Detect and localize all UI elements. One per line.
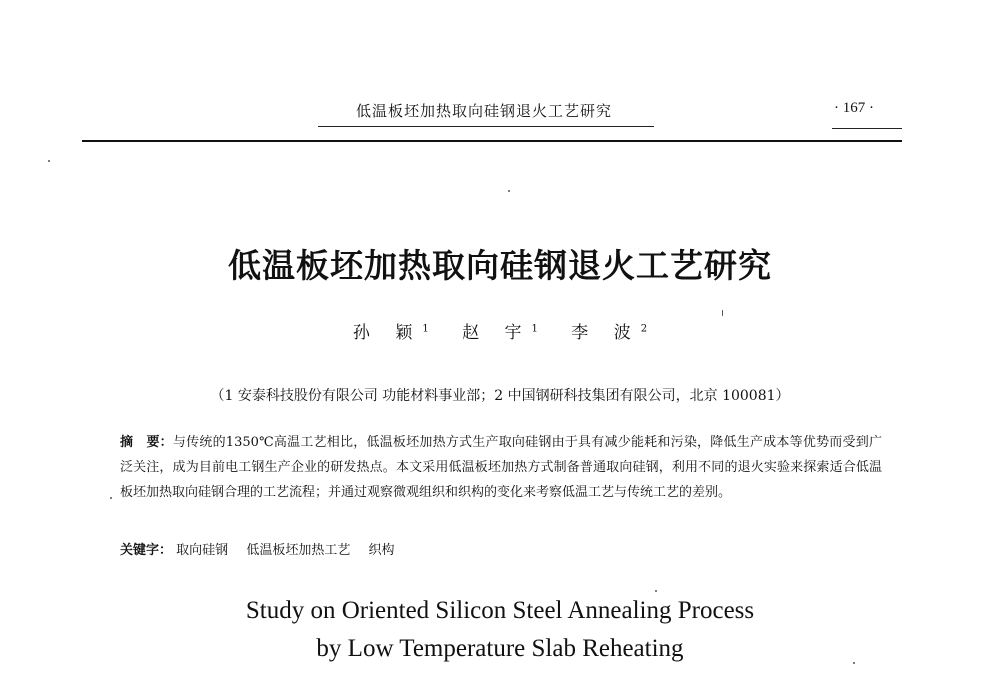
keywords-label: 关键字：: [120, 543, 173, 558]
abstract-text: 与传统的1350℃高温工艺相比，低温板坯加热方式生产取向硅钢由于具有减少能耗和污染，降低生产成本等优势而受到广泛关注，成为目前电工钢生产企业的研发热点。本文采用低温板坯加热方式制备普通取向硅钢，利用不同的退火实验来探索适合低温板坯加热取向硅钢合理的工艺流程；并通过观察微观组织和织构的变化来考察低温工艺与传统工艺的差别。: [120, 435, 882, 500]
paper-title: 低温板坯加热取向硅钢退火工艺研究: [228, 246, 772, 285]
english-title-line-1: Study on Oriented Silicon Steel Annealing Process: [245, 597, 755, 624]
english-title-line-2: by Low Temperature Slab Reheating: [316, 635, 684, 662]
scan-speck: [655, 590, 657, 592]
author-1: 孙 颖$^1$: [352, 323, 429, 343]
page-number-underline: [832, 128, 902, 129]
scan-speck: [508, 190, 510, 192]
affiliation: （1 安泰科技股份有限公司 功能材料事业部；2 中国钢研科技集团有限公司，北京 100081）: [210, 388, 790, 404]
keyword: 取向硅钢: [176, 543, 229, 558]
keywords: [120, 540, 882, 562]
author-3: 李 波$^2$: [571, 323, 648, 343]
scan-speck: [722, 310, 723, 316]
english-title: [0, 592, 1000, 668]
running-title: 低温板坯加热取向硅钢退火工艺研究: [356, 102, 613, 120]
scan-speck: [853, 662, 855, 664]
keyword: 织构: [368, 543, 395, 558]
scan-speck: [48, 160, 50, 162]
keyword: 低温板坯加热工艺: [246, 543, 351, 558]
header-underline: [318, 126, 654, 127]
abstract: [120, 430, 882, 505]
scan-speck: [110, 497, 112, 499]
author-list: [0, 318, 1000, 343]
abstract-label: 摘 要：: [120, 435, 173, 450]
author-2: 赵 宇$^1$: [462, 323, 538, 343]
header-rule: [82, 140, 902, 142]
page-number: · 167 ·: [834, 100, 874, 116]
running-header: [0, 100, 1000, 124]
